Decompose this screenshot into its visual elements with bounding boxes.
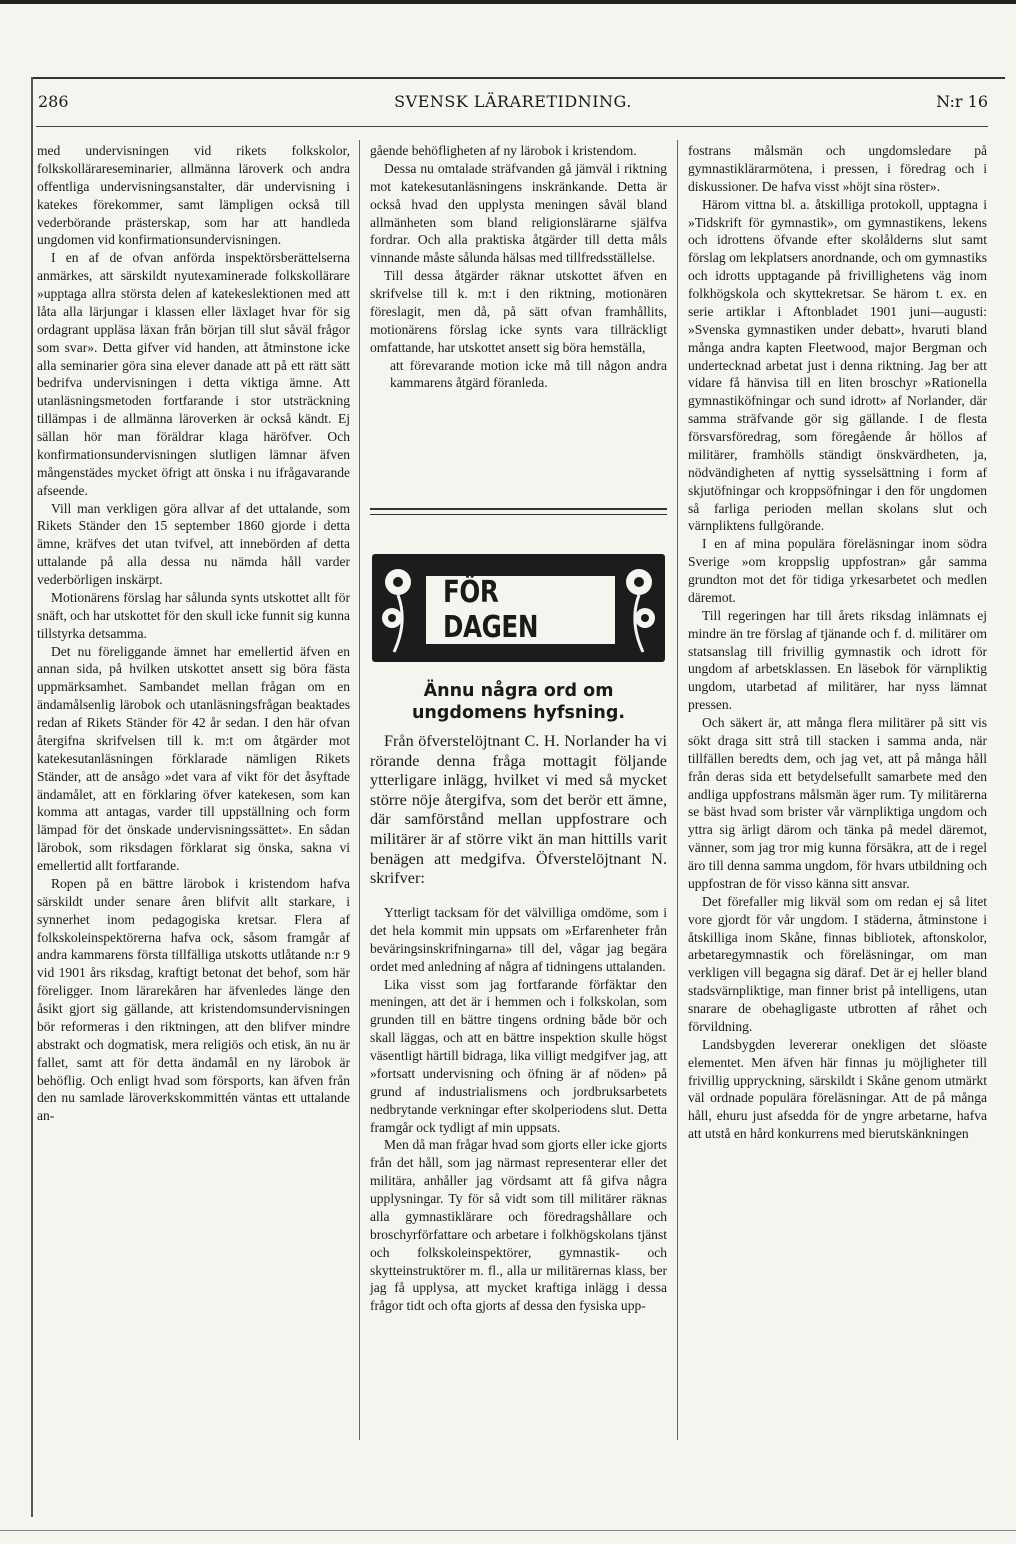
- paragraph: Till dessa åtgärder räknar utskottet äfven en skrifvelse till k. m:t i den riktning, motionären föreslagit, men då, på sätt ofvan framhållits, motionärens förslag icke synts vara tillräckligt omfattande, har utskottet ansett sig böra hemställa,: [370, 268, 667, 355]
- flower-ornament-icon: [619, 562, 659, 654]
- section-double-rule: [370, 508, 667, 515]
- paragraph: Dessa nu omtalade sträfvanden gå jämväl i riktning mot katekesutanläsningens inskränkande. Detta är också hvad den upplysta meningen såväl bland allmänheten som bland religionslärarne själfva fordrar. Och alla praktiska åtgärder till detta måls vinnande måste sålunda hälsas med tillfredsställelse.: [370, 160, 667, 266]
- paragraph: I en af mina populära föreläsningar inom södra Sverige »om kroppslig uppfostran» går samma grundton mot det för tidiga yrkesarbetet och medlen däremot.: [688, 536, 987, 605]
- issue-number: N:r 16: [936, 92, 988, 111]
- paragraph: Ropen på en bättre lärobok i kristendom hafva särskildt under senare åren blifvit allt starkare, i synnerhet inom pedagogiska kretsar. Flera af folkskoleinspektörerna hafva ock, såsom framgår af andra kammarens första tillfälliga utskotts utlåtande n:r 9 vid 1901 års riksdag, kraftigt betonat det behof, som här föreligger. Inom lärarekåren har äfvenledes länge den åsikt gjort sig gällande, att kristendomsundervisningen bör reformeras i den riktningen, att den blifver mindre abstrakt och dogmatisk, mera religiös och etisk, än nu är fallet, samt att för detta ändamål en ny lärobok är behöflig. Och enligt hvad som försports, kan äfven från den nu samlade läroverkskommittén väntas ett uttalande an-: [37, 875, 350, 1124]
- lead-paragraph: Från öfverstelöjtnant C. H. Norlander ha vi rörande denna fråga mottagit följande ytterligare inlägg, hvilket vi med så mycket större nöje återgifva, som det berör ett ämne, där samförstånd mellan uppfostrare och militärer är af större vikt än man hittills varit benägen att medgifva. Öfverstelöjtnant N. skrifver:: [370, 732, 667, 888]
- paragraph: fostrans målsmän och ungdomsledare på gymnastiklärarmötena, i pressen, i föredrag och i diskussioner. De hafva visst »höjt sina röster».: [688, 143, 987, 194]
- paragraph: I en af de ofvan anförda inspektörsberättelserna anmärkes, att särskildt nyutexaminerade folkskollärare »upptaga allra största delen af katekeslektionen med att låta alla lärjungar i klassen eller läxlaget hvar för sig ordagrant uppläsa läxan från början till slut såväl frågor som svar». Detta gifver vid handen, att åtminstone icke alla seminarier göra sina elever danade att på ett rätt sätt bedrifva undervisningen i detta viktiga ämne. Att utanläsningsmetoden fortfarande i stor utsträckning tillämpas i de allmänna läroverken är också kändt. Ej sällan hör man föräldrar klaga häröfver. Och konfirmationsundervisningen slutligen lämnar äfven mångenstädes mycket öfrigt att önska i nu ifrågavarande afseende.: [37, 250, 350, 498]
- paragraph: Lika visst som jag fortfarande förfäktar den meningen, att det är i hemmen och i folkskolan, som grunden till en bättre tingens ordning både bör och skall läggas, och att en bättre inspektion skulle högst väsentligt härtill bidraga, lika villigt medgifver jag, att »fortsatt undervisning och öfning är af nöden» på grund af industrialismens och jordbruksarbetets nedbrytande verkningar efter skolperiodens slut. Detta framgår ock tydligt af min uppsats.: [370, 976, 667, 1135]
- column-2-article: [370, 904, 667, 1315]
- for-dagen-banner: [372, 554, 665, 662]
- bottom-edge-rule: [0, 1530, 1016, 1531]
- paragraph: Och säkert är, att många flera militärer på sitt vis sökt draga sitt strå till stacken i samma anda, när tillfällen beredts dem, och jag vet, att på många håll från deras sida ett betydelsefullt samarbete med den andliga uppfostrans målsmän äger rum. Ty militärerna se bäst hvad som brister vår värnpliktiga ungdom och yttra sig ärligt därom och tänka på medel däremot, vänner, som jag tror mig kunna försäkra, att de i regel äro till denna samma ungdom, för hvars utbildning och uppfostran de för visso känna sitt ansvar.: [688, 715, 987, 891]
- frame-left-rule: [31, 77, 33, 1517]
- column-3: [688, 142, 987, 1143]
- article-lead: [370, 732, 667, 889]
- top-edge-rule: [0, 0, 1016, 4]
- article-heading: Ännu några ord om ungdomens hyfsning.: [411, 681, 626, 723]
- paragraph: med undervisningen vid rikets folkskolor, folkskollärareseminarier, allmänna läroverk och andra offentliga undervisningsanstalter, där undervisning i katekes förekommer, samt lämpligen också till vederbörande prästerskap, som har att handleda ungdomen vid konfirmationsundervisningen.: [37, 143, 350, 248]
- column-2-top: [370, 142, 667, 392]
- column-divider-1: [359, 140, 360, 1440]
- banner-panel: [424, 574, 617, 646]
- paragraph: Härom vittna bl. a. åtskilliga protokoll, upptagna i »Tidskrift för gymnastik», om gymnastikens, lekens och idrottens öfvande efter skolålderns slut samt förslag om lekplatsers anordnande, och om gymnastiks och idrotts upptagande på frivillighetens väg inom folkhögskola och skyttekretsar. Se härom t. ex. en serie artiklar i Aftonbladet 1901 juni—augusti: »Svenska gymnastiken under debatt», hvaruti bland många andra kapten Fleetwood, major Bergman och undertecknad arbetat just i denna riktning. Jag ber att vidare få hänvisa till en liten broschyr »Rationella gymnastiköfningar och sund idrott» af Norlander, där samma sträfvande gör sig gällande. I de flesta försvarsföredrag, som föregående år höllos af militärer, framhölls ständigt önskvärdheten, ja, nödvändigheten af nyttig sysselsättning i form af skjutöfningar och kroppsöfningar i den för ungdomen så farliga perioden mellan skolans slut och värnpliktens fullgörande.: [688, 196, 987, 534]
- paragraph: Till regeringen har till årets riksdag inlämnats ej mindre än tre förslag af tjänande och f. d. militärer om statsanslag till frivillig gymnastik och idrott för ungdom af arbetsklassen. En läsebok för värnpliktig ungdom, utarbetad af militärer, har nyss lämnat pressen.: [688, 607, 987, 713]
- header-rule: [36, 126, 988, 127]
- paragraph: Det förefaller mig likväl som om redan ej så litet vore gjordt för vår ungdom. I städerna, åtminstone i åtskilliga inom Skåne, finnas bibliotek, aftonskolor, arbetaregymnastik och föreläsningar, om man verkligen vill begagna sig däraf. Det är ej heller bland stadsvärnpliktige, man finner brist på intelligens, utan snarare de obehagligaste utbrotten af råhet och förvildning.: [688, 893, 987, 1034]
- journal-title: SVENSK LÄRARETIDNING.: [394, 92, 632, 111]
- page-header: [38, 92, 988, 122]
- column-divider-2: [677, 140, 678, 1440]
- paragraph: Motionärens förslag har sålunda synts utskottet allt för snäft, och har utskottet för den skull icke funnit sig kunna tillstyrka detsamma.: [37, 589, 350, 641]
- paragraph: att förevarande motion icke må till någon andra kammarens åtgärd föranleda.: [390, 357, 667, 391]
- paragraph: Landsbygden levererar onekligen det slöaste elementet. Men äfven här finnas ju möjligheter till frivillig uppryckning, särskildt i Skåne genom utmärkt väl ordnade populära föreläsningar. Att de på många håll, ehuru just afsedda för de yngre arbetarne, hafva att utstå en hård konkurrens med bierutskänkningen: [688, 1036, 987, 1142]
- paragraph: Ytterligt tacksam för det välvilliga omdöme, som i det hela kommit min uppsats om »Erfarenheter från beväringsinskrifningarna» till del, vågar jag begära ordet med anledning af några af tidningens uttalanden.: [370, 905, 667, 974]
- paragraph: Det nu föreliggande ämnet har emellertid äfven en annan sida, på hvilken utskottet ansett sig böra fästa uppmärksamhet. Sambandet mellan frågan om en ändamålsenlig lärobok och utanläsningsfrågan beaktades redan af Rikets Ständer för 42 år sedan. I den här ofvan återgifna skrifvelsen till k. m:t om åtgärder mot katekesutanläsningen förklarade nämligen Rikets Ständer, att de ansågo »det vara af vikt för det åsyftade ändamålet, att en förklaring öfver katekesen, som kan komma att antagas, varder till uppställning och form lämpad för det önskade undervisningssättet». En sådan lärobok, som riksdagen förklarat sig önska, sakna vi emellertid allt fortfarande.: [37, 643, 350, 873]
- paragraph: Men då man frågar hvad som gjorts eller icke gjorts från det håll, som jag närmast representerar eller det militära, anhåller jag vördsamt att få gifva några upplysningar. Ty för så vidt som till militärer räknas alla gymnastiklärare och föredragshållare och broschyrförfattare och arbetare i folkhögskolans tjänst och folkskoleinspektörer, gymnastik- och skytteinstruktörer m. fl., alla ur militärernas klass, ber jag få upplysa, att mycket kraftiga inlägg i dessa frågor tidt och ofta gjorts af dessa den fysiska upp-: [370, 1137, 667, 1314]
- paragraph: Vill man verkligen göra allvar af det uttalande, som Rikets Ständer den 15 september 1860 gjorde i detta ämne, kräfves det utan tvifvel, att innebörden af detta uttalande på alla dessa nu nämda håll varder vederbörligen inskärpt.: [37, 500, 350, 587]
- paragraph: gående behöfligheten af ny lärobok i kristendom.: [370, 143, 637, 158]
- page-number: 286: [38, 92, 69, 111]
- banner-title: FÖR DAGEN: [443, 575, 539, 645]
- flower-ornament-icon: [378, 562, 418, 654]
- frame-top-rule: [33, 77, 1005, 79]
- column-1: [37, 142, 350, 1125]
